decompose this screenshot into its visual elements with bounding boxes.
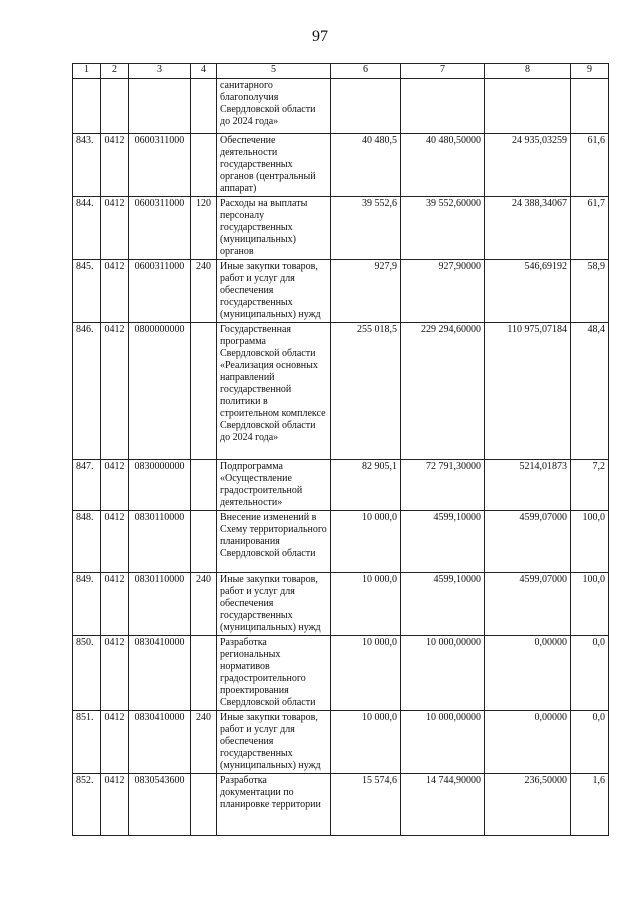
section-code-cell: 0412 [101,636,129,711]
executed-amount-cell: 4599,07000 [485,573,571,636]
execution-percent-cell: 0,0 [571,636,609,711]
execution-percent-cell: 100,0 [571,511,609,573]
execution-percent-cell: 58,9 [571,260,609,323]
table-row [73,260,609,323]
table-header-row [73,64,609,79]
column-header: 5 [217,64,331,79]
row-number-cell: 848. [73,511,101,573]
section-code-cell [101,79,129,134]
target-article-code-cell: 0830110000 [129,573,191,636]
table-row [73,711,609,774]
execution-percent-cell: 7,2 [571,460,609,511]
expense-type-code-cell [191,460,217,511]
table-body [73,79,609,836]
executed-amount-cell: 236,50000 [485,774,571,836]
section-code-cell: 0412 [101,134,129,197]
approved-amount-cell [331,79,401,134]
target-article-code-cell: 0830110000 [129,511,191,573]
expense-type-code-cell: 120 [191,197,217,260]
target-article-code-cell: 0830410000 [129,711,191,774]
executed-amount-cell: 24 935,03259 [485,134,571,197]
executed-amount-cell [485,79,571,134]
target-article-code-cell: 0600311000 [129,197,191,260]
expense-type-code-cell: 240 [191,260,217,323]
row-number-cell: 843. [73,134,101,197]
expense-type-code-cell [191,134,217,197]
item-name-cell: Подпрограмма «Осуществление градостроительной деятельности» [217,460,331,511]
expense-type-code-cell [191,79,217,134]
approved-amount-cell: 10 000,0 [331,711,401,774]
row-number-cell: 846. [73,323,101,460]
executed-amount-cell: 0,00000 [485,636,571,711]
item-name-cell: санитарного благополучия Свердловской области до 2024 года» [217,79,331,134]
execution-percent-cell: 1,6 [571,774,609,836]
column-header: 1 [73,64,101,79]
row-number-cell: 852. [73,774,101,836]
target-article-code-cell: 0830543600 [129,774,191,836]
target-article-code-cell: 0800000000 [129,323,191,460]
column-header: 6 [331,64,401,79]
executed-amount-cell: 4599,07000 [485,511,571,573]
row-number-cell: 844. [73,197,101,260]
section-code-cell: 0412 [101,323,129,460]
execution-percent-cell [571,79,609,134]
expense-type-code-cell: 240 [191,711,217,774]
approved-amount-cell: 82 905,1 [331,460,401,511]
item-name-cell: Обеспечение деятельности государственных органов (центральный аппарат) [217,134,331,197]
adjusted-amount-cell: 14 744,90000 [401,774,485,836]
item-name-cell: Внесение изменений в Схему территориального планирования Свердловской области [217,511,331,573]
item-name-cell: Государственная программа Свердловской области «Реализация основных направлений государственной политики в строительном комплексе Свердловской области до 2024 года» [217,323,331,460]
target-article-code-cell: 0600311000 [129,260,191,323]
target-article-code-cell [129,79,191,134]
row-number-cell: 847. [73,460,101,511]
expense-type-code-cell: 240 [191,573,217,636]
adjusted-amount-cell: 10 000,00000 [401,711,485,774]
column-header: 3 [129,64,191,79]
adjusted-amount-cell: 72 791,30000 [401,460,485,511]
target-article-code-cell: 0830410000 [129,636,191,711]
column-header: 9 [571,64,609,79]
executed-amount-cell: 5214,01873 [485,460,571,511]
page-number: 97 [312,28,328,45]
section-code-cell: 0412 [101,260,129,323]
approved-amount-cell: 39 552,6 [331,197,401,260]
budget-table [72,63,609,836]
approved-amount-cell: 927,9 [331,260,401,323]
item-name-cell: Иные закупки товаров, работ и услуг для обеспечения государственных (муниципальных) нужд [217,260,331,323]
approved-amount-cell: 10 000,0 [331,511,401,573]
section-code-cell: 0412 [101,511,129,573]
section-code-cell: 0412 [101,711,129,774]
approved-amount-cell: 10 000,0 [331,573,401,636]
section-code-cell: 0412 [101,573,129,636]
adjusted-amount-cell: 10 000,00000 [401,636,485,711]
column-header: 2 [101,64,129,79]
execution-percent-cell: 61,6 [571,134,609,197]
item-name-cell: Разработка региональных нормативов градостроительного проектирования Свердловской области [217,636,331,711]
table-row [73,636,609,711]
executed-amount-cell: 110 975,07184 [485,323,571,460]
adjusted-amount-cell: 39 552,60000 [401,197,485,260]
approved-amount-cell: 255 018,5 [331,323,401,460]
table-row [73,511,609,573]
adjusted-amount-cell: 4599,10000 [401,573,485,636]
section-code-cell: 0412 [101,197,129,260]
adjusted-amount-cell: 4599,10000 [401,511,485,573]
execution-percent-cell: 0,0 [571,711,609,774]
item-name-cell: Иные закупки товаров, работ и услуг для обеспечения государственных (муниципальных) нужд [217,573,331,636]
executed-amount-cell: 0,00000 [485,711,571,774]
table-row [73,573,609,636]
execution-percent-cell: 61,7 [571,197,609,260]
column-header: 7 [401,64,485,79]
adjusted-amount-cell: 229 294,60000 [401,323,485,460]
table-row [73,79,609,134]
expense-type-code-cell [191,774,217,836]
approved-amount-cell: 10 000,0 [331,636,401,711]
executed-amount-cell: 546,69192 [485,260,571,323]
column-header: 8 [485,64,571,79]
expense-type-code-cell [191,636,217,711]
row-number-cell: 850. [73,636,101,711]
table-row [73,134,609,197]
table-row [73,323,609,460]
executed-amount-cell: 24 388,34067 [485,197,571,260]
adjusted-amount-cell: 40 480,50000 [401,134,485,197]
item-name-cell: Расходы на выплаты персоналу государственных (муниципальных) органов [217,197,331,260]
row-number-cell [73,79,101,134]
approved-amount-cell: 15 574,6 [331,774,401,836]
table-row [73,197,609,260]
adjusted-amount-cell [401,79,485,134]
row-number-cell: 849. [73,573,101,636]
row-number-cell: 851. [73,711,101,774]
item-name-cell: Иные закупки товаров, работ и услуг для обеспечения государственных (муниципальных) нужд [217,711,331,774]
expense-type-code-cell [191,511,217,573]
column-header: 4 [191,64,217,79]
table-row [73,774,609,836]
execution-percent-cell: 48,4 [571,323,609,460]
row-number-cell: 845. [73,260,101,323]
expense-type-code-cell [191,323,217,460]
section-code-cell: 0412 [101,460,129,511]
section-code-cell: 0412 [101,774,129,836]
execution-percent-cell: 100,0 [571,573,609,636]
item-name-cell: Разработка документации по планировке территории [217,774,331,836]
target-article-code-cell: 0600311000 [129,134,191,197]
table-row [73,460,609,511]
target-article-code-cell: 0830000000 [129,460,191,511]
adjusted-amount-cell: 927,90000 [401,260,485,323]
approved-amount-cell: 40 480,5 [331,134,401,197]
